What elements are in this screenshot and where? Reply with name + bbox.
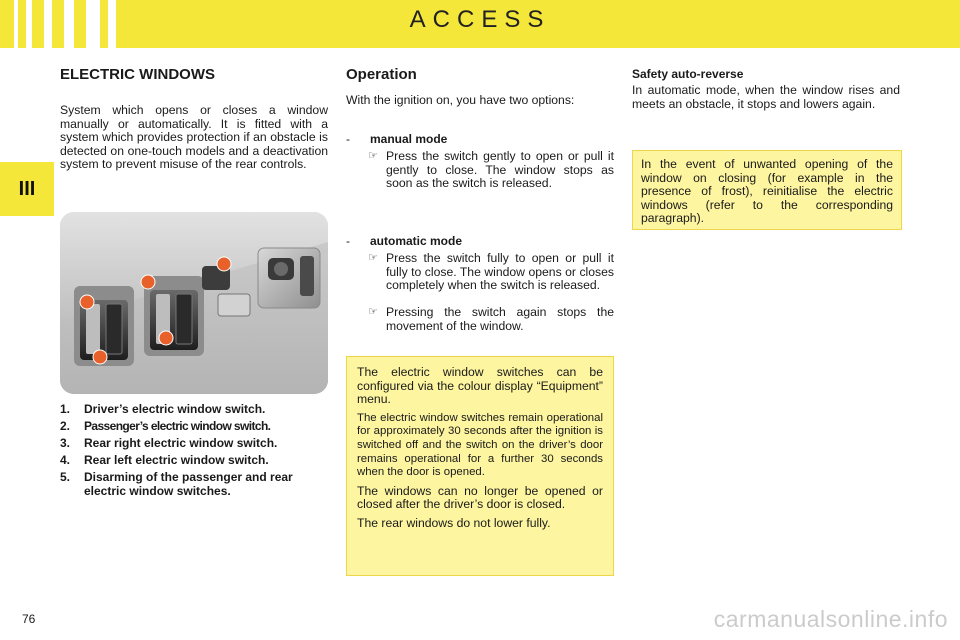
manual-mode-heading: - manual mode	[346, 132, 448, 146]
page-number: 76	[22, 612, 36, 626]
window-switch-photo	[60, 212, 328, 394]
page-title: ACCESS	[409, 6, 551, 33]
legend-item: 2. Passenger’s electric window switch.	[60, 419, 271, 433]
legend-item: 4. Rear left electric window switch.	[60, 453, 269, 467]
automatic-mode-heading: - automatic mode	[346, 234, 463, 248]
legend-item: 5. Disarming of the passenger and rear electric window switches.	[60, 470, 293, 498]
legend-item: 1. Driver’s electric window switch.	[60, 402, 266, 416]
legend-item: 3. Rear right electric window switch.	[60, 436, 278, 450]
pointing-hand-icon: ☞	[368, 150, 378, 162]
chapter-tab: III	[0, 162, 54, 216]
safety-title: Safety auto-reverse	[632, 67, 744, 81]
manual-mode-bullet: ☞ Press the switch gently to open or pull it gently to close. The window stops as soon as the switch is released.	[368, 149, 614, 191]
section-title: ELECTRIC WINDOWS	[60, 66, 215, 83]
pointing-hand-icon: ☞	[368, 252, 378, 264]
configuration-note: The electric window switches can be configured via the colour display “Equipment” menu. The electric window switches remain operational for approximately 30 seconds after the ignition is switched off and the switch on the driver’s door remains operational for a further 30 seconds when the door is opened. The windows can no longer be opened or closed after the driver’s door is closed. The rear windows do not lower fully.	[346, 356, 614, 576]
intro-paragraph: System which opens or closes a window manually or automatically. It is fitted with a system which provides protection if an obstacle is detected on one-touch models and a deactivation system to prevent misuse of the rear controls.	[60, 103, 328, 172]
door-panel-illustration	[60, 212, 328, 394]
watermark: carmanualsonline.info	[713, 606, 948, 632]
operation-intro: With the ignition on, you have two options:	[346, 93, 575, 107]
automatic-mode-bullet: ☞ Pressing the switch again stops the movement of the window.	[368, 305, 614, 333]
reinitialise-note: In the event of unwanted opening of the window on closing (for example in the presence of frost), reinitialise the electric windows (refer to the corresponding paragraph).	[632, 150, 902, 230]
operation-title: Operation	[346, 66, 417, 83]
automatic-mode-bullet: ☞ Press the switch fully to open or pull it fully to close. The window opens or closes completely when the switch is released.	[368, 251, 614, 293]
header-bar	[0, 0, 960, 48]
safety-text: In automatic mode, when the window rises and meets an obstacle, it stops and lowers again.	[632, 83, 900, 111]
pointing-hand-icon: ☞	[368, 306, 378, 318]
switch-legend	[60, 402, 330, 501]
